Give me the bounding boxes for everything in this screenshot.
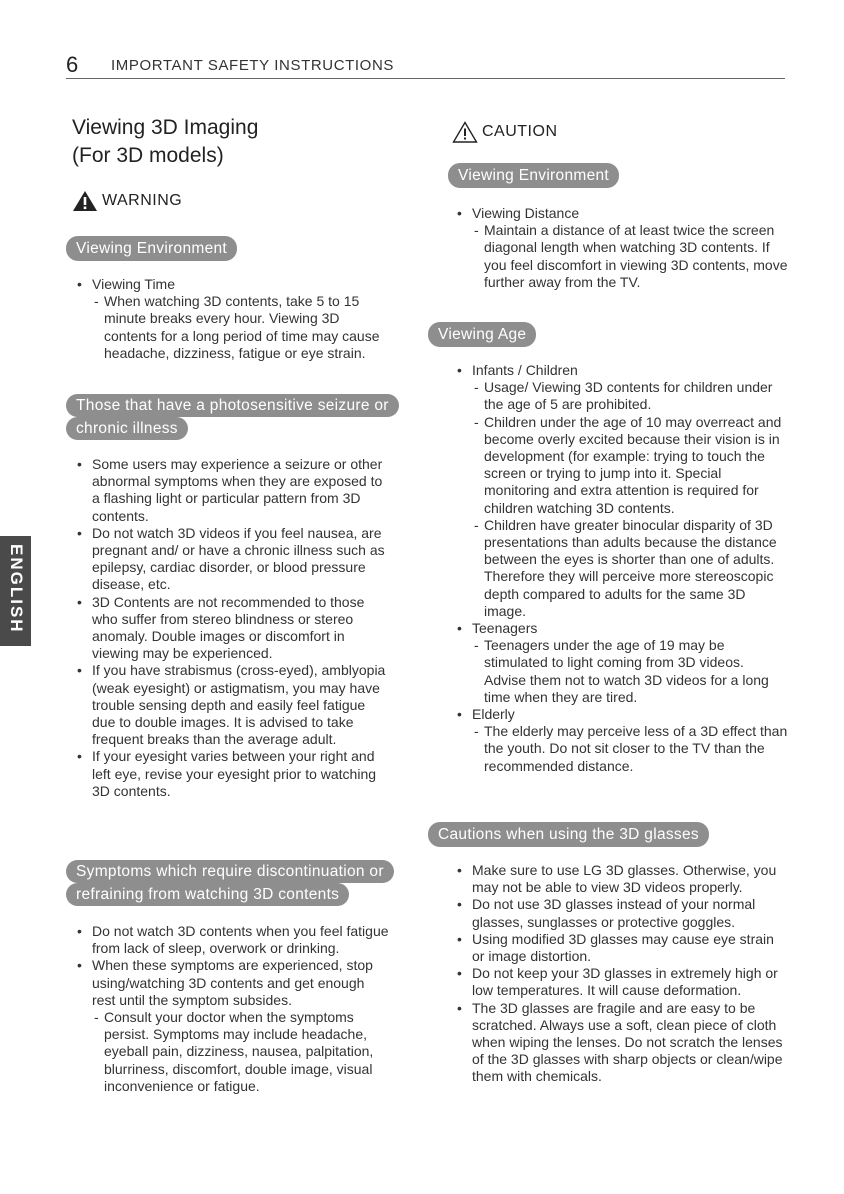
list-item: - The elderly may perceive less of a 3D effect than the youth. Do not sit closer to the TV than the recommended distance. bbox=[472, 723, 788, 775]
list-item: • Using modified 3D glasses may cause eye strain or image distortion. bbox=[452, 931, 788, 965]
symptoms-heading-line1: Symptoms which require discontinuation or bbox=[66, 860, 394, 883]
language-side-tab bbox=[0, 536, 31, 646]
list-item: • Do not use 3D glasses instead of your normal glasses, sunglasses or protective goggles. bbox=[452, 896, 788, 930]
viewing-time-list bbox=[72, 276, 392, 362]
section-title-line1: Viewing 3D Imaging bbox=[72, 116, 259, 139]
symptoms-list bbox=[72, 923, 390, 1095]
list-item: • The 3D glasses are fragile and are easy to be scratched. Always use a soft, clean piece of cloth when wiping the lenses. Do not scratch the lenses of the 3D glasses with sharp objects or clean/wipe them with chemicals. bbox=[452, 1000, 788, 1086]
list-item: • Do not watch 3D contents when you feel fatigue from lack of sleep, overwork or drinking. bbox=[72, 923, 390, 957]
symptoms-heading bbox=[66, 860, 394, 906]
caution-heading bbox=[452, 121, 558, 143]
caution-icon bbox=[452, 121, 478, 143]
teenagers-title: Teenagers bbox=[472, 620, 538, 637]
list-item: • If your eyesight varies between your right and left eye, revise your eyesight prior to watching 3D contents. bbox=[72, 748, 390, 800]
warning-icon bbox=[72, 190, 98, 212]
list-item: - Maintain a distance of at least twice the screen diagonal length when watching 3D contents. If you feel discomfort in viewing 3D contents, move further away from the TV. bbox=[472, 222, 788, 291]
list-item: - Usage/ Viewing 3D contents for children under the age of 5 are prohibited. bbox=[472, 379, 788, 413]
photosensitive-heading bbox=[66, 394, 399, 440]
list-item: - Children under the age of 10 may overreact and become overly excited because their vision is in development (for example: trying to touch the screen or trying to jump into it. Special monitoring and extra attention is required for children watching 3D contents. bbox=[472, 414, 788, 517]
header-title: IMPORTANT SAFETY INSTRUCTIONS bbox=[111, 57, 394, 74]
language-label: ENGLISH bbox=[7, 544, 26, 634]
symptoms-heading-line2: refraining from watching 3D contents bbox=[66, 883, 349, 906]
symptoms-item-text: When these symptoms are experienced, stop using/watching 3D contents and get enough rest until the symptom subsides. bbox=[92, 957, 373, 1008]
section-title-line2: (For 3D models) bbox=[72, 144, 224, 167]
list-item: - Teenagers under the age of 19 may be stimulated to light coming from 3D videos. Advise them not to watch 3D videos for a long time when they are tired. bbox=[472, 637, 788, 706]
photosensitive-heading-line2: chronic illness bbox=[66, 417, 188, 440]
list-item bbox=[452, 706, 788, 775]
list-item: • Do not watch 3D videos if you feel nausea, are pregnant and/ or have a chronic illness such as epilepsy, cardiac disorder, or blood pressure disease, etc. bbox=[72, 525, 390, 594]
warning-heading bbox=[72, 190, 182, 212]
list-item: • Some users may experience a seizure or other abnormal symptoms when they are exposed to a flashing light or particular pattern from 3D contents. bbox=[72, 456, 390, 525]
viewing-age-list bbox=[452, 362, 788, 775]
list-item bbox=[452, 620, 788, 706]
list-item: • Make sure to use LG 3D glasses. Otherwise, you may not be able to view 3D videos properly. bbox=[452, 862, 788, 896]
viewing-age-heading: Viewing Age bbox=[428, 322, 536, 347]
caution-label: CAUTION bbox=[482, 123, 558, 140]
glasses-list bbox=[452, 862, 788, 1086]
list-item bbox=[72, 276, 392, 362]
glasses-heading: Cautions when using the 3D glasses bbox=[428, 822, 709, 847]
caution-env-heading: Viewing Environment bbox=[448, 163, 619, 188]
section-title bbox=[72, 114, 258, 170]
viewing-distance-list bbox=[452, 205, 788, 291]
elderly-title: Elderly bbox=[472, 706, 515, 723]
page-number: 6 bbox=[66, 52, 79, 77]
viewing-time-title: Viewing Time bbox=[92, 276, 176, 292]
list-item bbox=[72, 957, 390, 1095]
list-item: - Children have greater binocular disparity of 3D presentations than adults because the distance between the eyes is shorter than one of adults. Therefore they will perceive more stereoscopic depth compared to adults for the same 3D image. bbox=[472, 517, 788, 620]
list-item: • 3D Contents are not recommended to those who suffer from stereo blindness or stereo anomaly. Double images or discomfort in viewing may be experienced. bbox=[72, 594, 390, 663]
list-item: - When watching 3D contents, take 5 to 15 minute breaks every hour. Viewing 3D contents for a long period of time may cause headache, dizziness, fatigue or eye strain. bbox=[92, 293, 392, 362]
infants-title: Infants / Children bbox=[472, 362, 578, 378]
photosensitive-list bbox=[72, 456, 390, 800]
list-item: • Do not keep your 3D glasses in extremely high or low temperatures. It will cause deformation. bbox=[452, 965, 788, 999]
page-header bbox=[66, 54, 785, 79]
warning-env-heading: Viewing Environment bbox=[66, 236, 237, 261]
list-item bbox=[452, 362, 788, 620]
warning-label: WARNING bbox=[102, 192, 183, 209]
list-item: - Consult your doctor when the symptoms persist. Symptoms may include headache, eyeball pain, dizziness, nausea, palpitation, blurriness, discomfort, double image, visual inconvenience or fatigue. bbox=[92, 1009, 390, 1095]
photosensitive-heading-line1: Those that have a photosensitive seizure or bbox=[66, 394, 399, 417]
viewing-distance-title: Viewing Distance bbox=[472, 205, 580, 221]
list-item: • If you have strabismus (cross-eyed), amblyopia (weak eyesight) or astigmatism, you may have trouble sensing depth and easily feel fatigue due to double images. It is advised to take frequent breaks than the average adult. bbox=[72, 662, 390, 748]
list-item bbox=[452, 205, 788, 291]
